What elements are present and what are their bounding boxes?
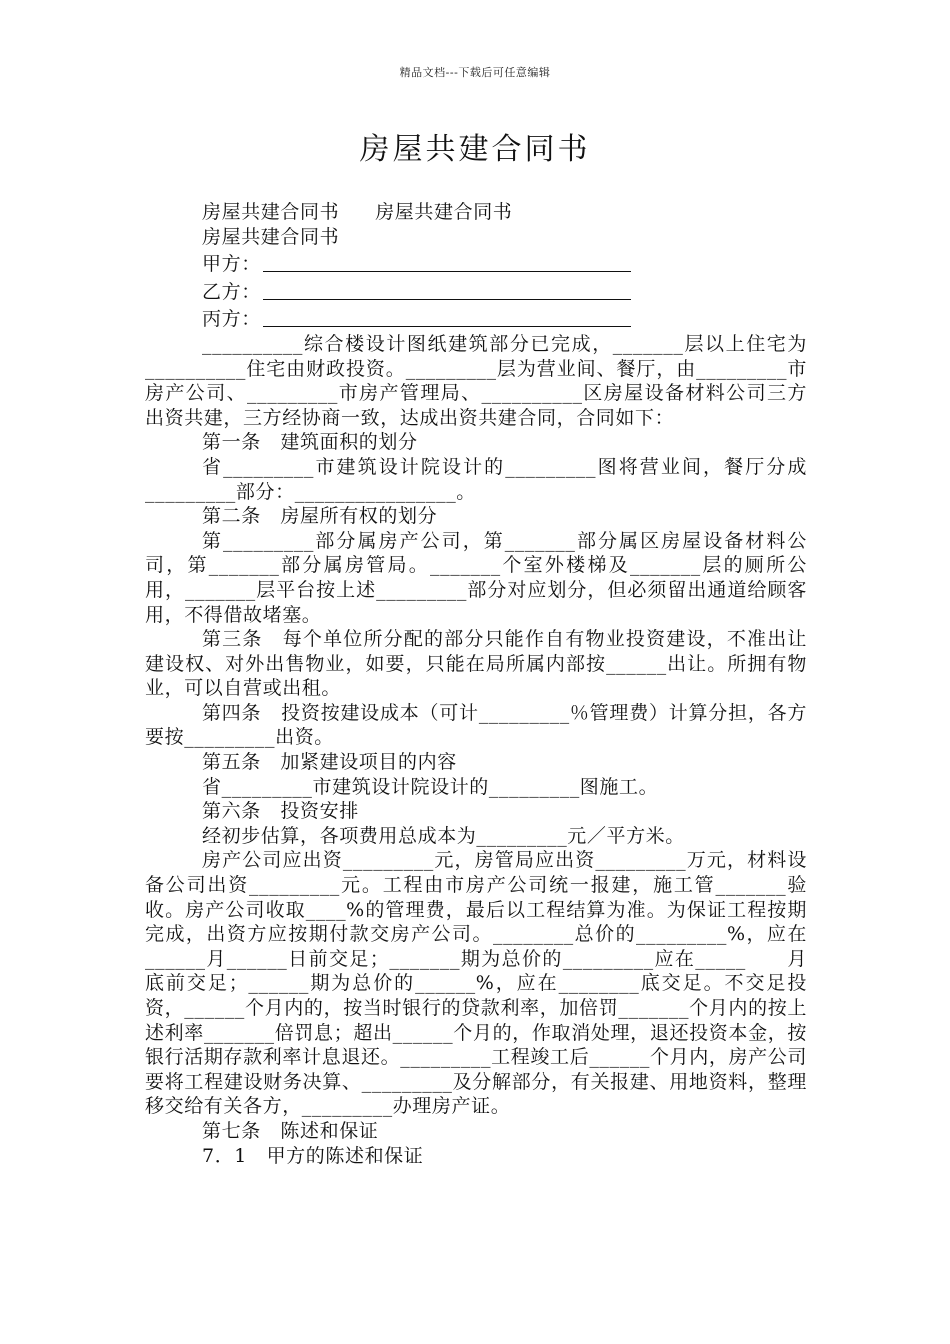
preamble-paragraph: __________综合楼设计图纸建筑部分已完成，_______层以上住宅为__________住宅由财政投资。_________层为营业间、餐厅，由_________市房产公司、_________市房产管理局、__________区房屋设备材料公司三方出资共建，三方经协商一致，达成出资共建合同，合同如下： (145, 332, 807, 429)
article-1-heading: 第一条 建筑面积的划分 (202, 431, 418, 454)
article-6-estimate: 经初步估算，各项费用总成本为_________元／平方米。 (202, 824, 685, 847)
subtitle-repeat: 房屋共建合同书 (202, 225, 340, 248)
article-2-heading: 第二条 房屋所有权的划分 (202, 505, 438, 528)
subtitle-line (145, 200, 807, 225)
party-b-blank (263, 277, 631, 300)
party-a-label: 甲方： (202, 253, 261, 276)
article-2-body: 第_________部分属房产公司，第_______部分属区房屋设备材料公司，第_______部分属房管局。_______个室外楼梯及_______层的厕所公用，_______层平台按上述_________部分对应划分，但必须留出通道给顾客用，不得借故堵塞。 (145, 529, 807, 626)
article-7-heading: 第七条 陈述和保证 (202, 1119, 379, 1142)
party-c-line (145, 304, 807, 332)
section-7-1-heading: 7．1 甲方的陈述和保证 (202, 1144, 424, 1167)
subtitle-line (145, 225, 807, 250)
article-5-body: 省_________市建筑设计院设计的_________图施工。 (202, 775, 659, 798)
article-1-body: 省_________市建筑设计院设计的_________图将营业间，餐厅分成_________部分：________________。 (145, 455, 807, 503)
subtitle-repeat: 房屋共建合同书 (375, 201, 513, 223)
party-b-label: 乙方： (202, 280, 261, 303)
party-a-line (145, 249, 807, 277)
subtitle-repeat: 房屋共建合同书 (202, 201, 340, 223)
document-title: 房屋共建合同书 (359, 132, 591, 167)
party-a-blank (263, 249, 631, 272)
article-3: 第三条 每个单位所分配的部分只能作自有物业投资建设，不准出让建设权、对外出售物业，如要，只能在局所属内部按______出让。所拥有物业，可以自营或出租。 (145, 628, 807, 700)
header-note: 精品文档---下载后可任意编辑 (399, 66, 551, 79)
party-b-line (145, 277, 807, 305)
article-6-body: 房产公司应出资_________元，房管局应出资_________万元，材料设备公司出资_________元。工程由市房产公司统一报建，施工管_______验收。房产公司收取____%的管理费，最后以工程结算为准。为保证工程按期完成，出资方应按期付款交房产公司。________总价的_________%，应在______月______日前交足；_______期为总价的_________应在_____ 月底前交足；______期为总价的______%，应在________底交足。不交足投资，______个月内的，按当时银行的贷款利率，加倍罚_______个月内的按上述利率_______倍罚息；超出______个月的，作取消处理，退还投资本金，按银行活期存款利率计息退还。_________工程竣工后______个月内，房产公司要将工程建设财务决算、_________及分解部分，有关报建、用地资料，整理移交给有关各方，_________办理房产证。 (145, 849, 807, 1118)
article-6-heading: 第六条 投资安排 (202, 800, 359, 823)
party-c-blank (263, 304, 631, 327)
document-body (145, 200, 807, 1168)
article-5-heading: 第五条 加紧建设项目的内容 (202, 751, 457, 774)
party-c-label: 丙方： (202, 308, 261, 331)
article-4: 第四条 投资按建设成本（可计_________％管理费）计算分担，各方要按_________出资。 (145, 701, 807, 749)
